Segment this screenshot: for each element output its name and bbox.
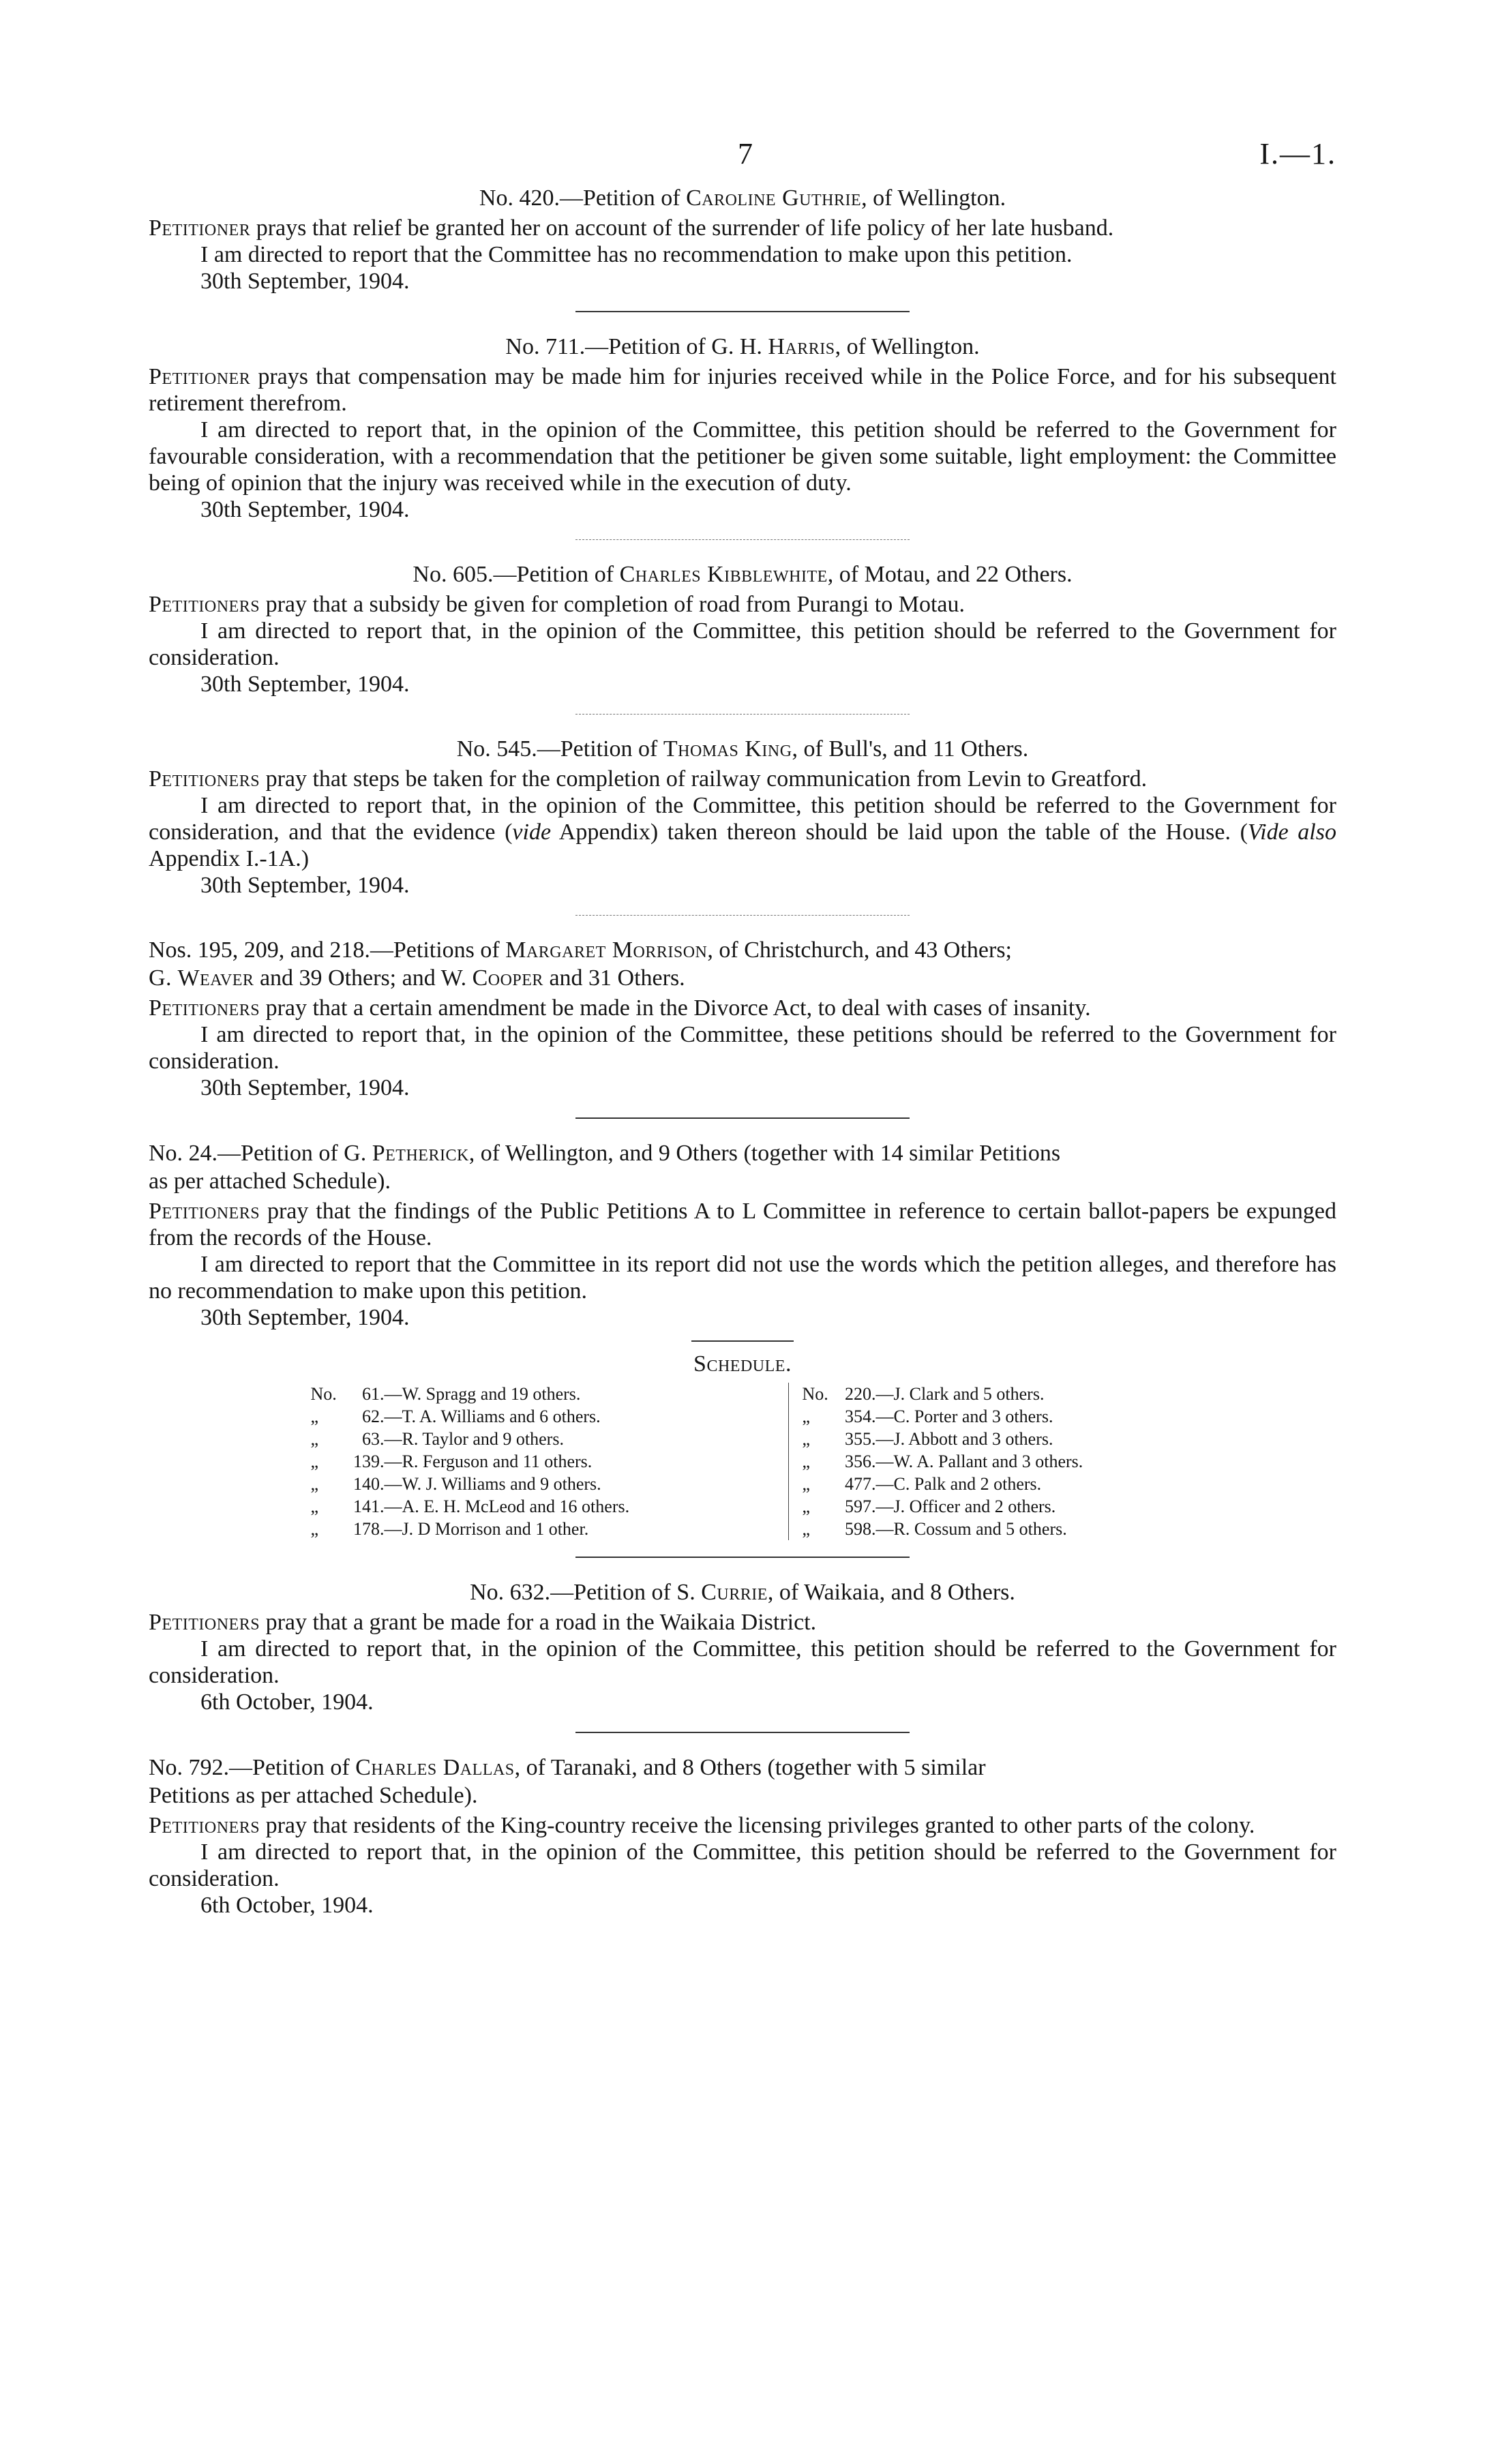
schedule-entry: No. 61.—W. Spragg and 19 others. [310,1384,581,1404]
schedule-columns [149,1383,1336,1540]
petition-title: No. 632.—Petition of S. Currie, of Waikaia, and 8 Others. [470,1580,1015,1605]
petition-title: No. 605.—Petition of Charles Kibblewhite, of Motau, and 22 Others. [413,562,1073,587]
petition-420 [149,184,1336,295]
petition-prayer: Petitioners pray that a grant be made for a road in the Waikaia District. [149,1610,817,1635]
document-page [149,136,1336,1919]
schedule-entry: „ 140.—W. J. Williams and 9 others. [310,1474,601,1494]
page-number: 7 [738,137,753,170]
petition-title: No. 711.—Petition of G. H. Harris, of Wellington. [505,334,980,359]
petition-title: No. 24.—Petition of G. Petherick, of Wellington, and 9 Others (together with 14 similar Petitions as per attached Schedule). [149,1141,1061,1194]
committee-report: I am directed to report that the Committee has no recommendation to make upon this petition. [200,242,1073,267]
schedule-entry: „ 139.—R. Ferguson and 11 others. [310,1452,593,1471]
petition-792 [149,1754,1336,1919]
schedule-entry: „ 355.—J. Abbott and 3 others. [802,1429,1053,1449]
petition-605 [149,560,1336,697]
petition-title: Nos. 195, 209, and 218.—Petitions of Margaret Morrison, of Christchurch, and 43 Others; G. Weaver and 39 Others; and W. Cooper and 31 Others. [149,937,1013,991]
petition-24 [149,1139,1336,1540]
report-date: 30th September, 1904. [200,1305,410,1330]
schedule-entry: „ 598.—R. Cossum and 5 others. [802,1519,1067,1539]
section-divider [575,311,910,312]
schedule-column-right [788,1383,1212,1540]
petition-title: No. 420.—Petition of Caroline Guthrie, of Wellington. [479,185,1006,211]
section-divider [575,1557,910,1558]
committee-report: I am directed to report that, in the opinion of the Committee, this petition should be referred to the Government for consideration. [149,618,1336,670]
document-reference: I.—1. [1259,137,1336,170]
petition-632 [149,1578,1336,1715]
report-date: 30th September, 1904. [200,269,410,294]
petition-prayer: Petitioners pray that a certain amendment be made in the Divorce Act, to deal with cases of insanity. [149,995,1091,1021]
schedule-entry: „ 178.—J. D Morrison and 1 other. [310,1519,589,1539]
schedule-entry: „ 141.—A. E. H. McLeod and 16 others. [310,1497,630,1516]
schedule-title: Schedule. [693,1351,792,1377]
page-header [149,136,1336,184]
petition-prayer: Petitioners pray that a subsidy be given for completion of road from Purangi to Motau. [149,592,965,617]
report-date: 30th September, 1904. [200,1075,410,1100]
section-divider [575,714,910,715]
report-date: 6th October, 1904. [200,1893,374,1918]
schedule-entry: No. 220.—J. Clark and 5 others. [802,1384,1045,1404]
committee-report: I am directed to report that, in the opinion of the Committee, these petitions should be referred to the Government for consideration. [149,1022,1336,1074]
schedule-entry: „ 477.—C. Palk and 2 others. [802,1474,1042,1494]
schedule-entry: „ 354.—C. Porter and 3 others. [802,1407,1053,1426]
petition-545 [149,735,1336,899]
report-date: 6th October, 1904. [200,1689,374,1715]
section-divider [575,915,910,916]
petition-title: No. 545.—Petition of Thomas King, of Bull's, and 11 Others. [456,736,1029,762]
committee-report: I am directed to report that, in the opinion of the Committee, this petition should be referred to the Government for consideration. [149,1636,1336,1688]
section-divider [575,1732,910,1733]
schedule [149,1340,1336,1540]
committee-report: I am directed to report that, in the opinion of the Committee, this petition should be referred to the Government for consideration. [149,1839,1336,1891]
committee-report: I am directed to report that the Committee in its report did not use the words which the petition alleges, and therefore has no recommendation to make upon this petition. [149,1252,1336,1304]
petition-711 [149,333,1336,523]
petition-prayer: Petitioner prays that relief be granted her on account of the surrender of life policy of her late husband. [149,215,1114,241]
schedule-column-left [274,1383,788,1540]
report-date: 30th September, 1904. [200,873,410,898]
schedule-divider [691,1340,794,1342]
committee-report: I am directed to report that, in the opinion of the Committee, this petition should be referred to the Government for consideration, and that the evidence (vide Appendix) taken thereon should be laid upon the table of the House. (Vide also Appendix I.-1A.) [149,793,1336,871]
report-date: 30th September, 1904. [200,497,410,522]
schedule-entry: „ 63.—R. Taylor and 9 others. [310,1429,564,1449]
petition-prayer: Petitioners pray that steps be taken for the completion of railway communication from Levin to Greatford. [149,766,1148,792]
petition-title: No. 792.—Petition of Charles Dallas, of Taranaki, and 8 Others (together with 5 similar Petitions as per attached Schedule). [149,1755,986,1808]
report-date: 30th September, 1904. [200,672,410,697]
petition-prayer: Petitioners pray that residents of the King-country receive the licensing privileges granted to other parts of the colony. [149,1813,1255,1838]
schedule-entry: „ 597.—J. Officer and 2 others. [802,1497,1056,1516]
petition-prayer: Petitioner prays that compensation may be made him for injuries received while in the Police Force, and for his subsequent retirement therefrom. [149,364,1336,416]
schedule-entry: „ 356.—W. A. Pallant and 3 others. [802,1452,1083,1471]
petition-prayer: Petitioners pray that the findings of the Public Petitions A to L Committee in reference to certain ballot-papers be expunged from the records of the House. [149,1199,1336,1250]
section-divider [575,1117,910,1119]
committee-report: I am directed to report that, in the opinion of the Committee, this petition should be referred to the Government for favourable consideration, with a recommendation that the petitioner be given some suitable, light employment: the Committee being of opinion that the injury was received while in the execution of duty. [149,417,1336,496]
petition-195-209-218 [149,936,1336,1101]
section-divider [575,539,910,540]
schedule-entry: „ 62.—T. A. Williams and 6 others. [310,1407,601,1426]
